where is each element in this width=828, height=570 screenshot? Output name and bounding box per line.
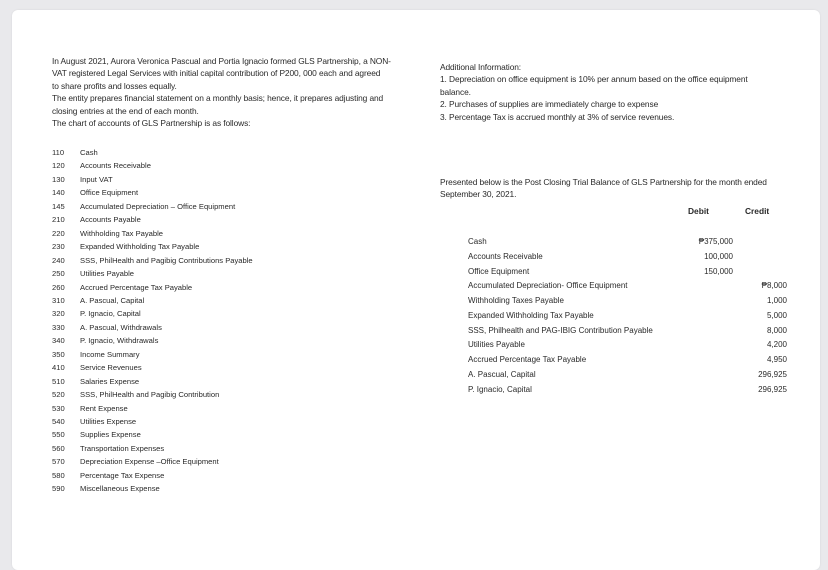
trial-balance-intro-line-1: Presented below is the Post Closing Trial Balance of GLS Partnership for the month ended <box>440 177 767 187</box>
account-name: Office Equipment <box>80 188 139 198</box>
intro-paragraph <box>52 55 417 129</box>
additional-heading: Additional Information: <box>440 62 522 72</box>
tb-account-name: Utilities Payable <box>468 340 525 350</box>
account-code: 560 <box>52 443 65 453</box>
tb-credit-amount: 8,000 <box>766 325 787 335</box>
account-name: Rent Expense <box>80 403 128 413</box>
additional-item-3: 3. Percentage Tax is accrued monthly at 3% of service revenues. <box>440 111 675 122</box>
tb-debit-amount <box>687 368 733 382</box>
account-name: A. Pascual, Capital <box>80 295 145 305</box>
account-code: 210 <box>52 215 65 225</box>
account-name: Accrued Percentage Tax Payable <box>80 282 193 292</box>
trial-balance-intro-line-2: September 30, 2021. <box>440 189 517 200</box>
tb-credit-amount: ₱8,000 <box>761 281 787 291</box>
tb-debit-amount <box>687 279 733 293</box>
tb-debit-amount <box>687 383 733 397</box>
tb-account-name: Office Equipment <box>468 266 530 276</box>
account-row <box>52 160 151 172</box>
account-name: Salaries Expense <box>80 376 140 386</box>
account-row <box>52 228 163 240</box>
account-row <box>52 214 141 226</box>
account-row <box>52 147 98 159</box>
account-code: 240 <box>52 255 65 265</box>
account-name: Service Revenues <box>80 363 142 373</box>
tb-credit-amount: 296,925 <box>758 384 787 394</box>
account-name: Withholding Tax Payable <box>80 228 164 238</box>
tb-debit-amount <box>687 324 733 338</box>
tb-credit-amount: 4,200 <box>766 340 787 350</box>
account-code: 145 <box>52 201 65 211</box>
account-row <box>52 335 158 347</box>
tb-account-name: Accumulated Depreciation- Office Equipment <box>468 281 628 291</box>
tb-debit-amount <box>687 309 733 323</box>
intro-line: to share profits and losses equally. <box>52 80 177 91</box>
tb-account-name: Accounts Receivable <box>468 251 543 261</box>
account-name: SSS, PhilHealth and Pagibig Contributions Payable <box>80 255 253 265</box>
account-code: 140 <box>52 188 65 198</box>
account-code: 580 <box>52 470 65 480</box>
account-row <box>52 295 144 307</box>
tb-credit-amount: 4,950 <box>766 355 787 364</box>
account-code: 520 <box>52 390 65 400</box>
account-code: 310 <box>52 295 65 305</box>
account-code: 410 <box>52 363 65 373</box>
account-code: 130 <box>52 174 65 184</box>
tb-account-name: P. Ignacio, Capital <box>468 384 532 394</box>
account-row <box>52 268 134 280</box>
account-name: Percentage Tax Expense <box>80 470 165 480</box>
account-code: 540 <box>52 417 65 426</box>
account-code: 350 <box>52 349 65 359</box>
tb-account-name: Expanded Withholding Tax Payable <box>468 310 594 320</box>
tb-debit-amount <box>687 338 733 352</box>
account-name: Supplies Expense <box>80 430 141 440</box>
account-row <box>52 174 113 186</box>
account-name: Accounts Payable <box>80 215 141 225</box>
tb-account-name: Withholding Taxes Payable <box>468 296 564 305</box>
account-row <box>52 483 160 495</box>
account-code: 260 <box>52 282 65 292</box>
account-row <box>52 241 199 253</box>
additional-item-1-line-2: balance. <box>440 86 471 97</box>
tb-debit-amount: 150,000 <box>704 266 733 276</box>
account-name: Input VAT <box>80 174 113 184</box>
tb-account-name: Cash <box>468 237 487 246</box>
account-code: 110 <box>52 148 65 157</box>
account-code: 220 <box>52 228 65 238</box>
account-name: Accumulated Depreciation – Office Equipment <box>80 201 236 211</box>
tb-debit-amount <box>687 353 733 367</box>
additional-item-2: 2. Purchases of supplies are immediately charge to expense <box>440 99 659 110</box>
account-name: Cash <box>80 148 98 157</box>
account-row <box>52 322 162 334</box>
account-row <box>52 429 141 441</box>
intro-line: closing entries at the end of each month. <box>52 105 199 116</box>
account-code: 250 <box>52 269 65 279</box>
account-name: Expanded Withholding Tax Payable <box>80 242 200 252</box>
tb-debit-amount: 100,000 <box>704 251 733 261</box>
account-row <box>52 443 164 455</box>
tb-credit-amount <box>751 265 787 279</box>
intro-line: The chart of accounts of GLS Partnership is as follows: <box>52 118 251 129</box>
account-row <box>52 255 253 267</box>
account-code: 120 <box>52 161 65 171</box>
debit-header: Debit <box>688 206 709 216</box>
account-code: 510 <box>52 376 65 386</box>
tb-credit-amount: 296,925 <box>758 369 787 379</box>
account-name: Utilities Expense <box>80 417 137 426</box>
account-name: Miscellaneous Expense <box>80 484 160 494</box>
account-row <box>52 470 164 482</box>
tb-credit-amount: 1,000 <box>766 296 787 305</box>
intro-line: VAT registered Legal Services with initial capital contribution of P200, 000 each and agreed <box>52 68 381 79</box>
account-row <box>52 187 138 199</box>
account-name: A. Pascual, Withdrawals <box>80 322 162 332</box>
tb-credit-amount <box>751 235 787 249</box>
account-code: 320 <box>52 309 65 319</box>
account-row <box>52 376 139 388</box>
account-code: 330 <box>52 322 65 332</box>
account-row <box>52 201 235 213</box>
account-name: SSS, PhilHealth and Pagibig Contribution <box>80 390 220 400</box>
account-name: P. Ignacio, Capital <box>80 309 141 319</box>
account-name: Accounts Receivable <box>80 161 151 171</box>
account-code: 230 <box>52 242 65 252</box>
account-code: 590 <box>52 484 65 494</box>
tb-account-name: Accrued Percentage Tax Payable <box>468 355 587 364</box>
tb-credit-amount: 5,000 <box>766 310 787 320</box>
tb-debit-amount: ₱375,000 <box>698 237 733 246</box>
account-code: 340 <box>52 336 65 346</box>
account-row <box>52 308 141 320</box>
document-page <box>12 10 820 570</box>
account-code: 530 <box>52 403 65 413</box>
account-code: 570 <box>52 457 65 467</box>
account-row <box>52 416 136 428</box>
intro-line: The entity prepares financial statement on a monthly basis; hence, it prepares adjusting and <box>52 93 384 104</box>
additional-information <box>440 61 805 123</box>
credit-header: Credit <box>745 206 770 216</box>
account-name: Depreciation Expense –Office Equipment <box>80 457 219 467</box>
tb-credit-amount <box>751 250 787 264</box>
tb-account-name: A. Pascual, Capital <box>468 369 536 379</box>
additional-item-1-line-1: 1. Depreciation on office equipment is 10% per annum based on the office equipment <box>440 74 748 85</box>
account-row <box>52 282 192 294</box>
account-row <box>52 362 142 374</box>
account-name: Transportation Expenses <box>80 443 165 453</box>
account-name: Income Summary <box>80 349 140 359</box>
intro-line: In August 2021, Aurora Veronica Pascual and Portia Ignacio formed GLS Partnership, a NON- <box>52 56 391 66</box>
account-code: 550 <box>52 430 65 440</box>
account-name: P. Ignacio, Withdrawals <box>80 336 159 346</box>
account-row <box>52 349 140 361</box>
account-name: Utilities Payable <box>80 269 135 279</box>
tb-account-name: SSS, Philhealth and PAG-IBIG Contribution Payable <box>468 325 653 335</box>
account-row <box>52 389 219 401</box>
account-row <box>52 403 128 415</box>
tb-debit-amount <box>687 294 733 308</box>
account-row <box>52 456 219 468</box>
trial-balance-intro <box>440 176 802 201</box>
